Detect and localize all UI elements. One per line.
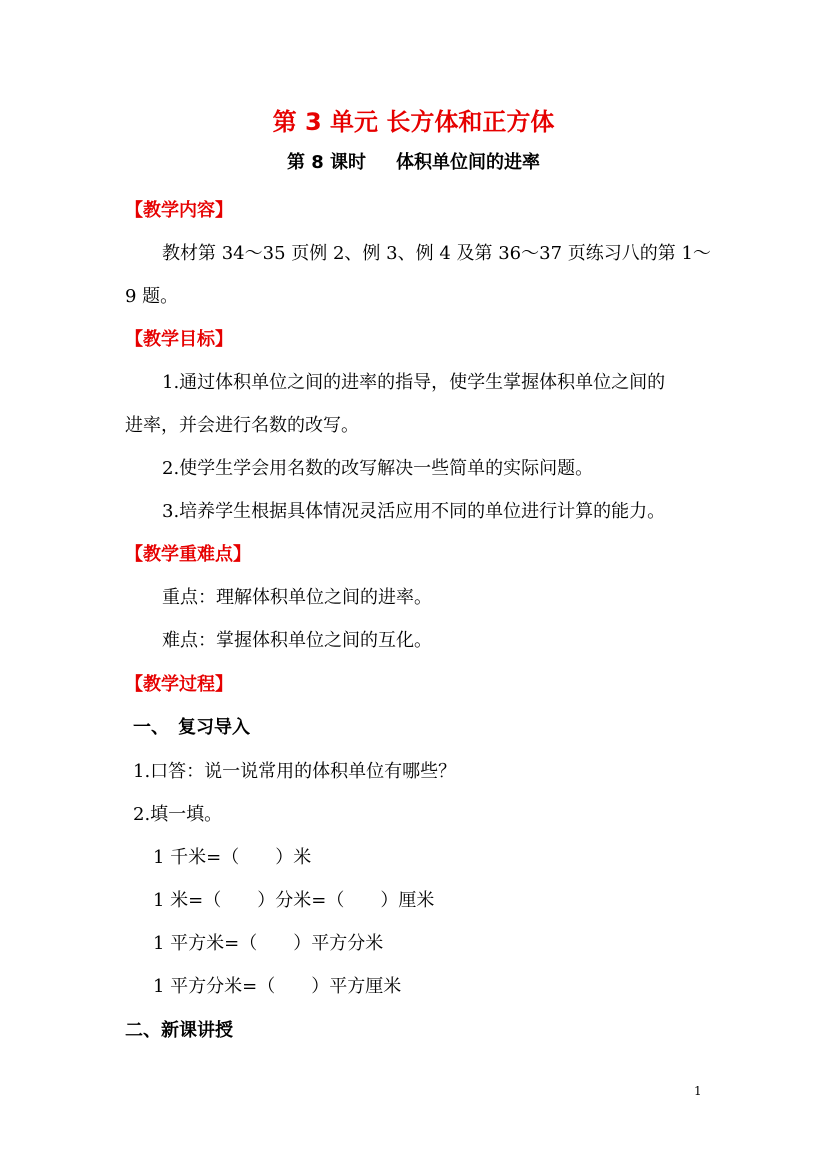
question-1: 1.口答：说一说常用的体积单位有哪些？: [133, 761, 457, 782]
goal-3: 3.培养学生根据具体情况灵活应用不同的单位进行计算的能力。: [162, 501, 666, 522]
process-heading: 【教学过程】: [125, 674, 233, 695]
unit-title: 第 3 单元 长方体和正方体: [272, 108, 555, 136]
content-text-line-1: 教材第 34～35 页例 2、例 3、例 4 及第 36～37 页练习八的第 1～: [162, 243, 711, 264]
goals-heading: 【教学目标】: [125, 329, 233, 350]
fill-item-1: 1 千米=（ ）米: [153, 847, 312, 868]
goal-1-line-2: 进率，并会进行名数的改写。: [125, 415, 359, 436]
lesson-topic: 体积单位间的进率: [396, 152, 541, 173]
keypoints-heading: 【教学重难点】: [125, 544, 251, 565]
difficult-point: 难点：掌握体积单位之间的互化。: [162, 630, 432, 651]
goal-1-line-1: 1.通过体积单位之间的进率的指导，使学生掌握体积单位之间的: [162, 372, 666, 393]
fill-item-2: 1 米=（ ）分米=（ ）厘米: [153, 890, 435, 911]
part-1-title: 一、 复习导入: [133, 717, 250, 738]
content-heading: 【教学内容】: [125, 200, 233, 221]
key-point: 重点：理解体积单位之间的进率。: [162, 587, 432, 608]
lesson-number: 第 8 课时: [286, 152, 367, 173]
lesson-subtitle: [0, 151, 827, 175]
fill-item-4: 1 平方分米=（ ）平方厘米: [153, 976, 402, 997]
content-text-line-2: 9 题。: [125, 286, 179, 307]
goal-2: 2.使学生学会用名数的改写解决一些简单的实际问题。: [162, 458, 594, 479]
part-2-title: 二、新课讲授: [125, 1020, 233, 1041]
question-2: 2.填一填。: [133, 804, 223, 825]
page-number: 1: [694, 1084, 702, 1098]
fill-item-3: 1 平方米=（ ）平方分米: [153, 933, 384, 954]
